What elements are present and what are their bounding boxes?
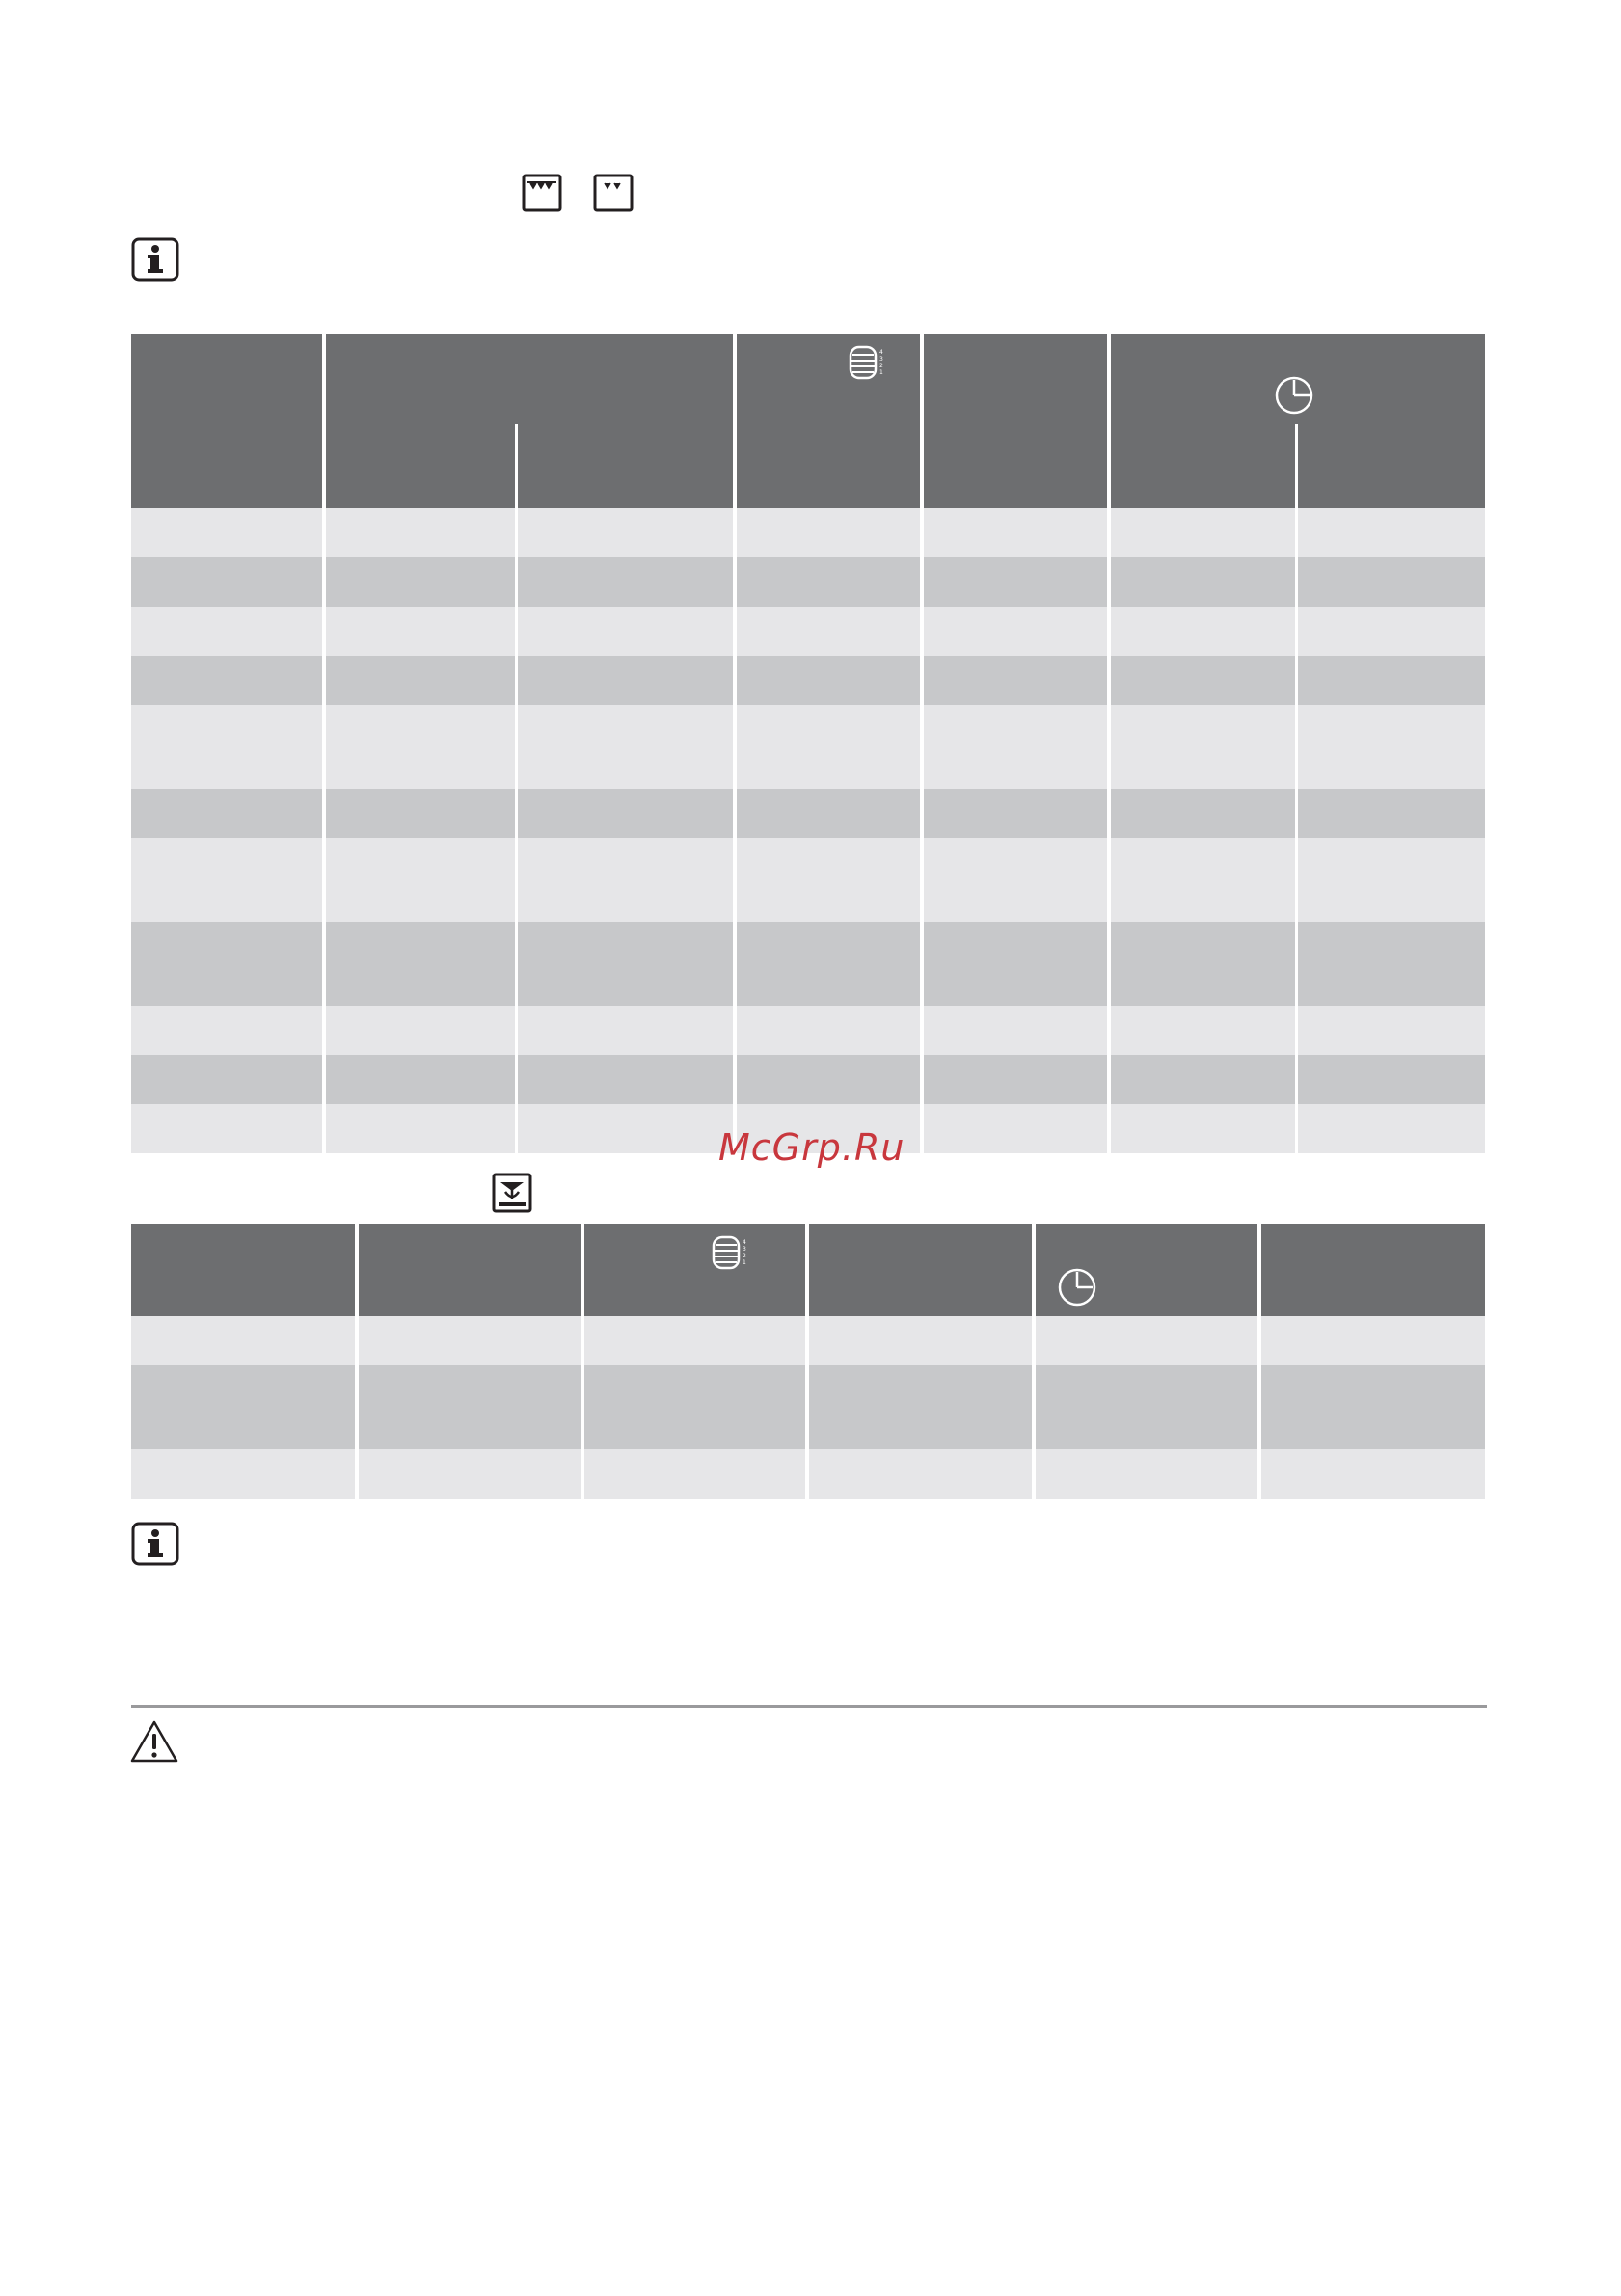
watermark: McGrp.Ru [718, 1126, 905, 1169]
column-divider [322, 334, 326, 1153]
column-divider [1295, 424, 1298, 1153]
pizza-function-icon [492, 1173, 532, 1213]
svg-text:3: 3 [879, 356, 883, 363]
table-row [131, 656, 1485, 705]
column-divider [1107, 334, 1111, 1153]
svg-text:1: 1 [743, 1259, 746, 1266]
svg-text:2: 2 [743, 1253, 746, 1259]
svg-text:1: 1 [879, 369, 883, 376]
table-row [131, 1006, 1485, 1055]
column-divider [805, 1224, 809, 1499]
shelf-position-icon [712, 1235, 750, 1272]
table-row [131, 557, 1485, 607]
column-divider [920, 334, 924, 1153]
column-divider [733, 334, 737, 1153]
clock-icon [1057, 1267, 1097, 1308]
svg-text:4: 4 [879, 349, 883, 356]
table-row [131, 789, 1485, 838]
svg-text:3: 3 [743, 1246, 746, 1253]
column-divider [1032, 1224, 1036, 1499]
oven-bottom-heat-icon [593, 174, 634, 212]
info-icon [131, 1522, 179, 1566]
shelf-position-icon [849, 345, 887, 382]
clock-icon [1274, 375, 1314, 416]
info-icon [131, 237, 179, 282]
table-row [131, 838, 1485, 922]
column-divider [1257, 1224, 1261, 1499]
baking-table-2 [131, 1224, 1485, 1499]
warning-icon [129, 1718, 179, 1765]
svg-text:4: 4 [743, 1239, 746, 1246]
svg-text:2: 2 [879, 363, 883, 369]
table-row [131, 607, 1485, 656]
section-divider [131, 1705, 1487, 1708]
table-header [131, 334, 1485, 508]
oven-top-bottom-heat-icon [522, 174, 562, 212]
table-row [131, 508, 1485, 557]
column-divider [515, 424, 518, 1153]
column-divider [581, 1224, 584, 1499]
table-row [131, 705, 1485, 789]
table-row [131, 1055, 1485, 1104]
column-divider [355, 1224, 359, 1499]
baking-table-1 [131, 334, 1485, 1153]
table-row [131, 922, 1485, 1006]
